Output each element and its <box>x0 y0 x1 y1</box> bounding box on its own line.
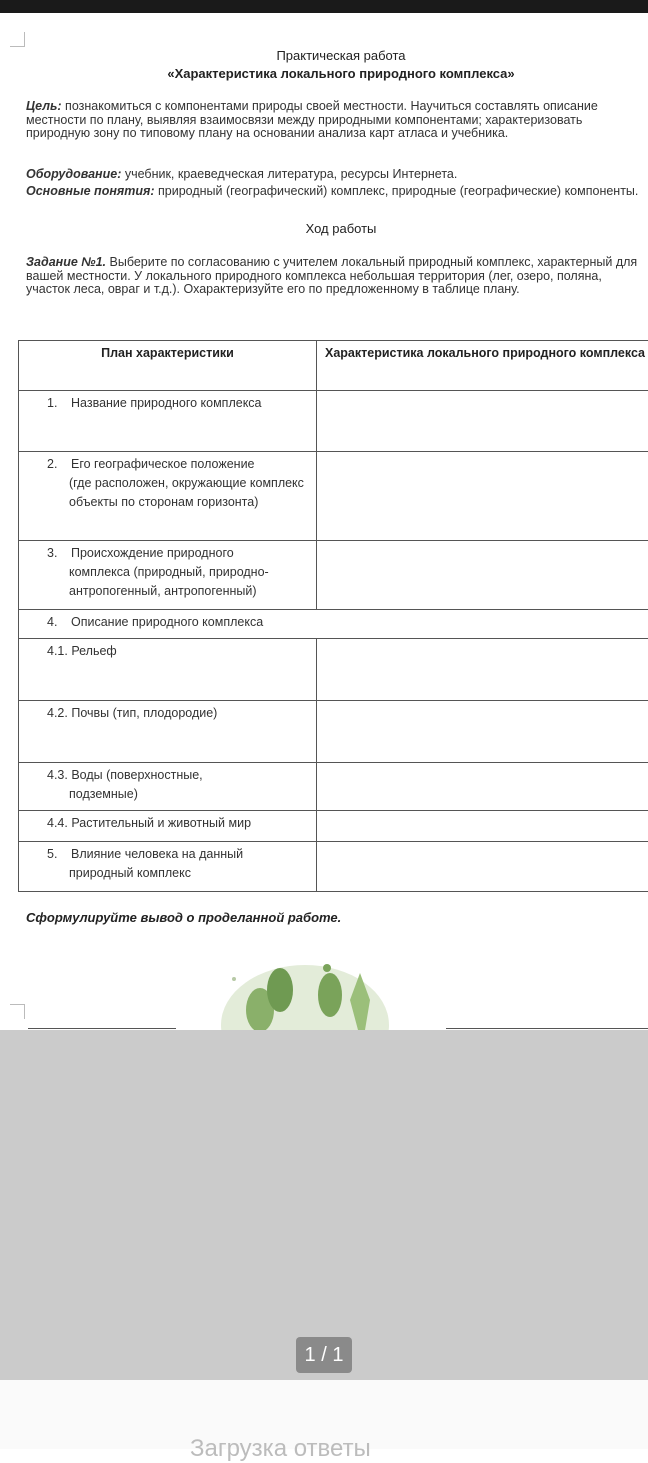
row-number: 4.1. <box>23 642 68 661</box>
trees-illustration <box>220 955 390 1030</box>
table-cell-answer[interactable] <box>317 391 648 452</box>
table-row <box>19 842 648 892</box>
table-cell-plan <box>19 452 317 541</box>
row-text: Его географическое положение <box>71 457 255 471</box>
row-text-continued: подземные) <box>23 785 312 804</box>
table-cell-plan <box>19 763 317 811</box>
row-text: Рельеф <box>71 644 116 658</box>
page-indicator[interactable]: 1 / 1 <box>296 1337 352 1373</box>
row-number: 5. <box>23 845 71 864</box>
goal-text: познакомиться с компонентами природы своей местности. Научиться составлять описание местности по плану, выявляя взаимосвязи между природными компонентами; характеризовать природную зону по типовому плану на основании анализа карт атласа и учебника. <box>26 99 598 140</box>
equipment-label: Оборудование: <box>26 167 121 181</box>
table-header-characteristic: Характеристика локального природного комплекса <box>317 341 648 391</box>
document-title: Практическая работа <box>0 48 648 63</box>
row-text-continued: комплекса (природный, природно-антропогенный, антропогенный) <box>23 563 312 601</box>
table-header-row <box>19 341 648 391</box>
divider <box>446 1028 648 1029</box>
tree-shape <box>267 968 293 1012</box>
table-row <box>19 763 648 811</box>
plan-table <box>18 340 648 892</box>
equipment-text: учебник, краеведческая литература, ресурсы Интернета. <box>121 167 457 181</box>
table-row <box>19 701 648 763</box>
row-text: Происхождение природного <box>71 546 234 560</box>
table-cell-plan <box>19 811 317 842</box>
table-cell-answer[interactable] <box>317 811 648 842</box>
table-cell-plan-span <box>19 610 648 639</box>
task-label: Задание №1. <box>26 255 106 269</box>
conclusion-prompt: Сформулируйте вывод о проделанной работе. <box>26 910 341 925</box>
status-bar <box>0 0 648 13</box>
page-corner-mark <box>10 32 25 47</box>
table-row <box>19 541 648 610</box>
table-cell-answer[interactable] <box>317 763 648 811</box>
document-subtitle: «Характеристика локального природного комплекса» <box>0 66 648 81</box>
task-text: Выберите по согласованию с учителем локальный природный комплекс, характерный для вашей местности. У локального природного комплекса небольшая территория (лег, озеро, поляна, участок леса, овраг и т.д.). Охарактеризуйте его по предложенному в таблице плану. <box>26 255 637 296</box>
row-text: Описание природного комплекса <box>71 615 263 629</box>
row-text: Название природного комплекса <box>71 396 262 410</box>
row-text-continued: природный комплекс <box>23 864 312 883</box>
table-cell-answer[interactable] <box>317 541 648 610</box>
row-text: Влияние человека на данный <box>71 847 243 861</box>
row-number: 4.4. <box>23 814 68 833</box>
leaf-dot <box>323 964 331 972</box>
row-text-continued: (где расположен, окружающие комплекс объекты по сторонам горизонта) <box>23 474 312 512</box>
divider <box>28 1028 176 1029</box>
row-number: 1. <box>23 394 71 413</box>
table-row <box>19 811 648 842</box>
table-row <box>19 391 648 452</box>
row-number: 4.3. <box>23 766 68 785</box>
table-cell-answer[interactable] <box>317 639 648 701</box>
page-corner-mark <box>10 1004 25 1019</box>
viewer-background <box>0 1030 648 1380</box>
table-row <box>19 639 648 701</box>
task-paragraph <box>26 256 646 297</box>
table-cell-plan <box>19 541 317 610</box>
concepts-label: Основные понятия: <box>26 184 155 198</box>
concepts-text: природный (географический) комплекс, природные (географические) компоненты. <box>155 184 639 198</box>
row-text: Почвы (тип, плодородие) <box>71 706 217 720</box>
concepts-paragraph <box>26 185 646 199</box>
table-header-plan: План характеристики <box>19 341 317 391</box>
table-cell-answer[interactable] <box>317 452 648 541</box>
footer-text: Загрузка ответы <box>190 1435 371 1463</box>
row-number: 4. <box>23 613 71 632</box>
table-row <box>19 610 648 639</box>
table-cell-answer[interactable] <box>317 701 648 763</box>
table-row <box>19 452 648 541</box>
row-number: 4.2. <box>23 704 68 723</box>
table-cell-plan <box>19 701 317 763</box>
tree-shape <box>318 973 342 1017</box>
row-number: 2. <box>23 455 71 474</box>
row-number: 3. <box>23 544 71 563</box>
equipment-paragraph <box>26 168 646 182</box>
table-cell-plan <box>19 639 317 701</box>
table-cell-plan <box>19 842 317 892</box>
progress-heading: Ход работы <box>0 221 648 236</box>
row-text: Воды (поверхностные, <box>71 768 202 782</box>
goal-paragraph <box>26 100 646 141</box>
row-text: Растительный и животный мир <box>71 816 251 830</box>
table-cell-answer[interactable] <box>317 842 648 892</box>
table-cell-plan <box>19 391 317 452</box>
leaf-dot <box>232 977 236 981</box>
goal-label: Цель: <box>26 99 62 113</box>
